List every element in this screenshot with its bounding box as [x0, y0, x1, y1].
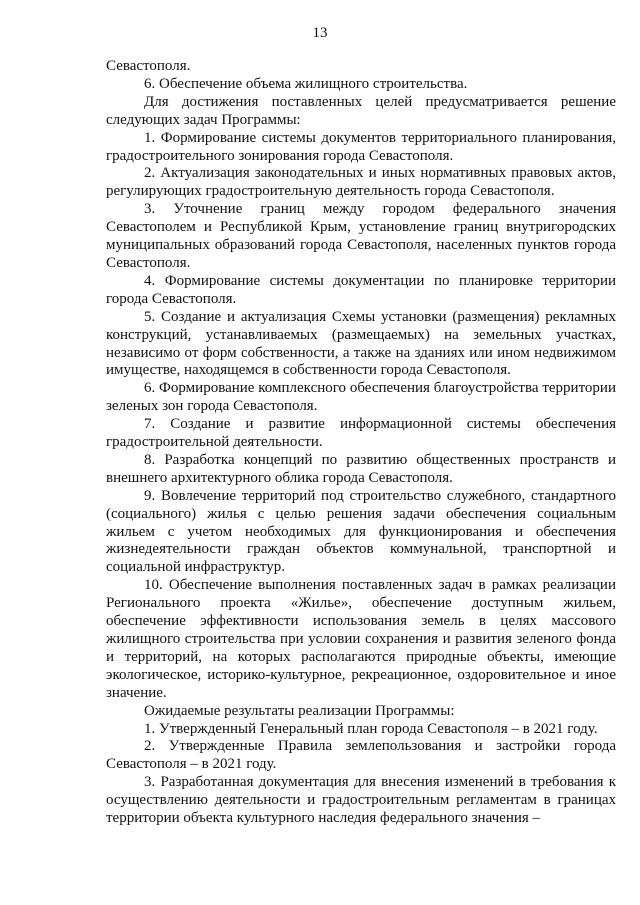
results-heading: Ожидаемые результаты реализации Программы:: [144, 702, 455, 719]
document-body: [106, 58, 616, 828]
task-item: 8. Разработка концепций по развитию общественных пространств и внешнего архитектурного облика города Севастополя.: [106, 451, 616, 486]
result-item: 1. Утвержденный Генеральный план города Севастополя – в 2021 году.: [144, 720, 598, 737]
result-item: 2. Утвержденные Правила землепользования и застройки города Севастополя – в 2021 году.: [106, 738, 616, 773]
task-item: 7. Создание и развитие информационной системы обеспечения градостроительной деятельности.: [106, 416, 616, 451]
paragraph: Севастополя.: [106, 58, 191, 74]
task-item: 9. Вовлечение территорий под строительство служебного, стандартного (социального) жилья с целью решения задачи обеспечения социальным жильем с учетом необходимых для функционирования и обеспечения жизнедеятельности граждан объектов коммунальной, транспортной и социальной инфраструктур.: [106, 487, 616, 576]
task-item: 3. Уточнение границ между городом федерального значения Севастополем и Республикой Крым, установление границ внутригородских муниципальных образований города Севастополя, населенных пунктов города Севастополя.: [106, 201, 616, 271]
task-item: 1. Формирование системы документов территориального планирования, градостроительного зонирования города Севастополя.: [106, 129, 616, 164]
task-item: 6. Формирование комплексного обеспечения благоустройства территории зеленых зон города Севастополя.: [106, 380, 616, 415]
task-item: 10. Обеспечение выполнения поставленных задач в рамках реализации Регионального проекта «Жилье», обеспечение доступным жильем, обеспечение эффективности использования земель в целях массового жилищного строительства при условии сохранения и развития зеленого фонда и территорий, на которых располагаются природные объекты, имеющие экологическое, историко-культурное, рекреационное, оздоровительное и иное значение.: [106, 577, 616, 701]
task-item: 5. Создание и актуализация Схемы установки (размещения) рекламных конструкций, устанавливаемых (размещаемых) на земельных участках, независимо от форм собственности, а также на зданиях или ином недвижимом имуществе, находящемся в собственности города Севастополя.: [106, 308, 616, 379]
paragraph: 6. Обеспечение объема жилищного строительства.: [144, 75, 468, 92]
result-item: 3. Разработанная документация для внесения изменений в требования к осуществлению деятельности и градостроительным регламентам в границах территории объекта культурного наследия федерального значения –: [106, 774, 616, 827]
task-item: 4. Формирование системы документации по планировке территории города Севастополя.: [106, 272, 616, 307]
page-number: 13: [312, 25, 328, 41]
paragraph: Для достижения поставленных целей предусматривается решение следующих задач Программы:: [106, 93, 616, 128]
task-item: 2. Актуализация законодательных и иных нормативных правовых актов, регулирующих градостроительную деятельность города Севастополя.: [106, 165, 616, 200]
